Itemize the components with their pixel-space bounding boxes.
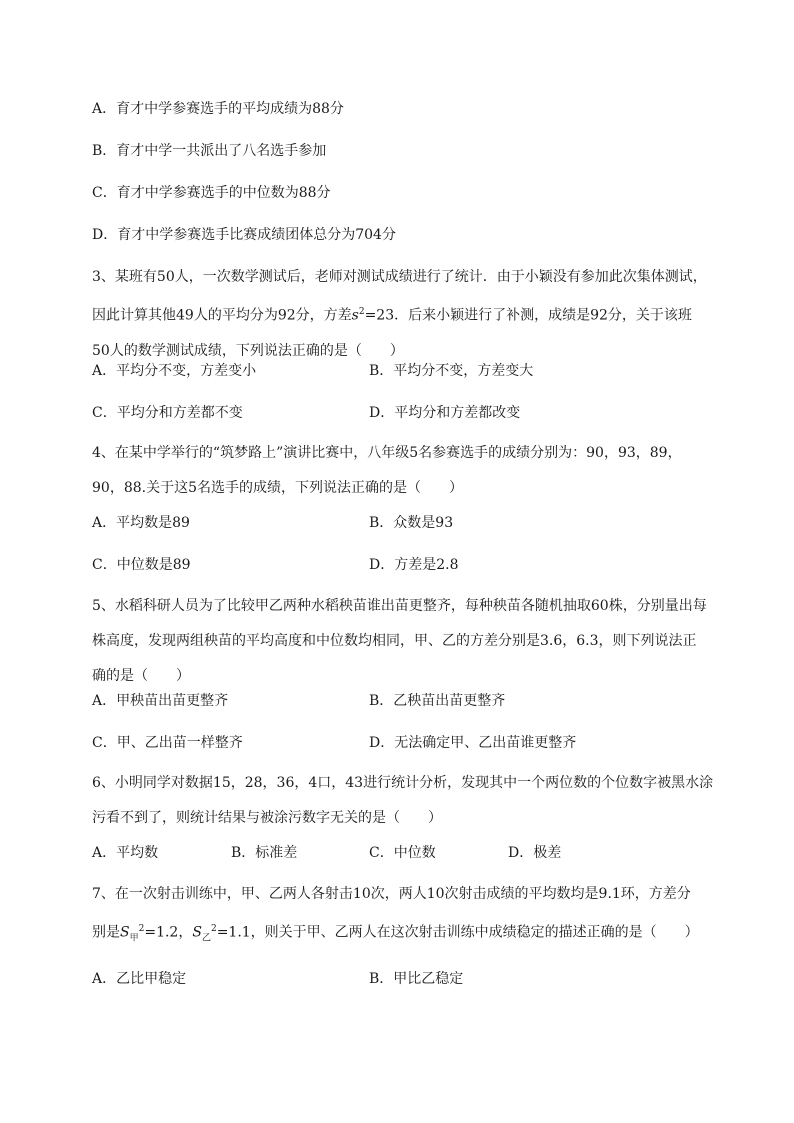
q5-option-a: A．甲秧苗出苗更整齐 (92, 693, 229, 709)
q5-option-b: B．乙秧苗出苗更整齐 (369, 693, 506, 709)
q4-line-1: 4、在某中学举行的“筑梦路上”演讲比赛中，八年级5名参赛选手的成绩分别为：90，93，89， (92, 445, 682, 461)
q3-option-a: A．平均分不变，方差变小 (92, 363, 257, 379)
q6-option-b: B．标准差 (231, 845, 298, 861)
q5-line-3: 确的是（ ） (92, 668, 190, 684)
q7-line-1: 7、在一次射击训练中，甲、乙两人各射击10次，两人10次射击成绩的平均数均是9.1环，方差分 (92, 886, 691, 902)
q5-stem (92, 589, 722, 694)
q4-line-2: 90，88.关于这5名选手的成绩，下列说法正确的是（ ） (92, 480, 463, 496)
q3-option-d: D．平均分和方差都改变 (369, 405, 521, 421)
q3-line-2: 因此计算其他49人的平均分为92分，方差$s^2=23$．后来小颖进行了补测，成绩是92分，关于该班 (92, 307, 692, 324)
q7-option-a: A．乙比甲稳定 (92, 971, 187, 987)
q6-line-2: 污看不到了，则统计结果与被涂污数字无关的是（ ） (92, 810, 442, 826)
q2-option-c: C．育才中学参赛选手的中位数为88分 (92, 185, 331, 201)
q7-option-b: B．甲比乙稳定 (369, 971, 464, 987)
q5-line-1: 5、水稻科研人员为了比较甲乙两种水稻秧苗谁出苗更整齐，每种秧苗各随机抽取60株，分别量出每 (92, 598, 707, 614)
q4-stem (92, 436, 722, 506)
q4-option-d: D．方差是2.8 (369, 557, 459, 573)
q4-option-b: B．众数是93 (369, 515, 454, 531)
q2-option-d: D．育才中学参赛选手比赛成绩团体总分为704分 (92, 227, 396, 243)
q6-option-d: D．极差 (508, 845, 562, 861)
q5-option-d: D．无法确定甲、乙出苗谁更整齐 (369, 735, 577, 751)
q3-option-b: B．平均分不变，方差变大 (369, 363, 534, 379)
q2-option-a: A．育才中学参赛选手的平均成绩为88分 (92, 101, 344, 117)
q7-line-2: 别是$S_甲^2=1.2$，$S_乙^2=1.1$，则关于甲、乙两人在这次射击训练中成绩稳定的描述正确的是（ ） (92, 924, 699, 944)
q5-line-2: 株高度，发现两组秧苗的平均高度和中位数均相同，甲、乙的方差分别是3.6，6.3，则下列说法正 (92, 633, 697, 649)
q3-line-1: 3、某班有50人，一次数学测试后，老师对测试成绩进行了统计．由于小颖没有参加此次集体测试， (92, 269, 707, 285)
q5-option-c: C．甲、乙出苗一样整齐 (92, 735, 243, 751)
q4-option-c: C．中位数是89 (92, 557, 191, 573)
q3-line-3: 50人的数学测试成绩，下列说法正确的是（ ） (92, 342, 404, 359)
q3-option-c: C．平均分和方差都不变 (92, 405, 243, 421)
q6-option-c: C．中位数 (369, 845, 436, 861)
q6-line-1: 6、小明同学对数据15，28，36，4口，43进行统计分析，发现其中一个两位数的个位数字被黑水涂 (92, 775, 714, 791)
q6-option-a: A．平均数 (92, 845, 159, 861)
q3-stem (92, 260, 722, 369)
q4-option-a: A．平均数是89 (92, 515, 190, 531)
q7-stem (92, 877, 722, 956)
q6-stem (92, 766, 722, 836)
q2-option-b: B．育才中学一共派出了八名选手参加 (92, 143, 327, 159)
